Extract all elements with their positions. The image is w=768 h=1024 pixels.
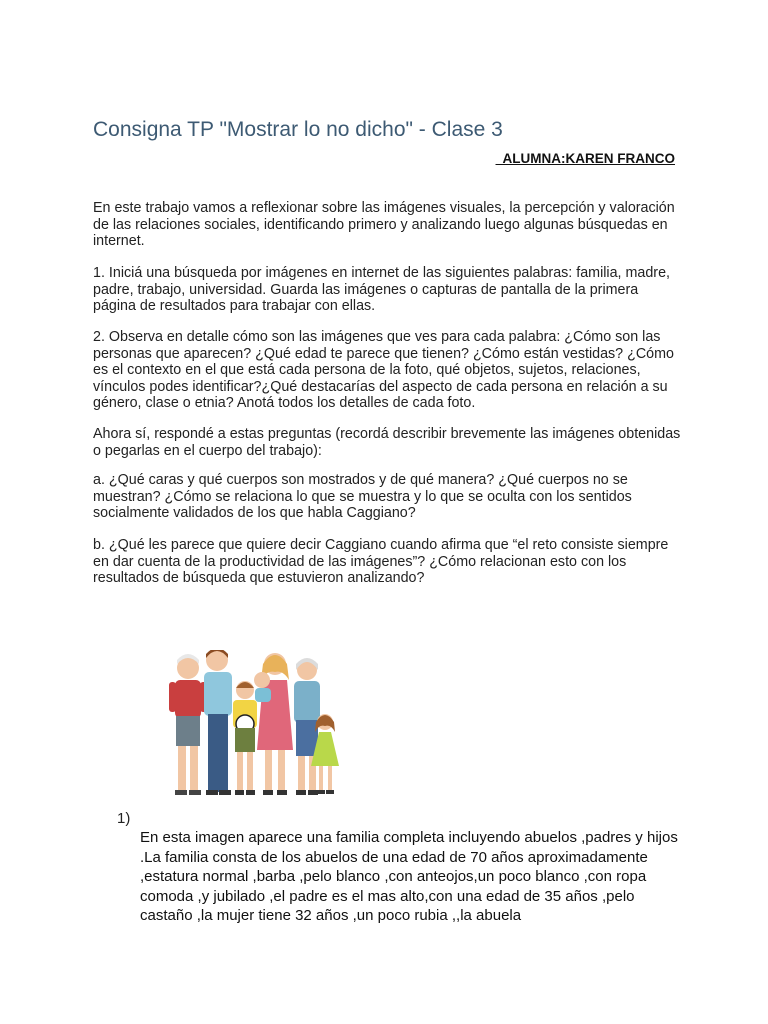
mother-figure <box>254 653 293 795</box>
intro-paragraph: En este trabajo vamos a reflexionar sobre las imágenes visuales, la percepción y valoración de las relaciones sociales, identificando primero y analizando luego algunas búsquedas en internet. <box>93 200 675 250</box>
family-illustration <box>155 650 350 800</box>
student-name: ALUMNA:KAREN FRANCO <box>495 151 675 166</box>
father-figure <box>204 650 232 795</box>
questions-intro: Ahora sí, respondé a estas preguntas (recordá describir brevemente las imágenes obtenidas o pegarlas en el cuerpo del trabajo): <box>93 426 681 459</box>
grandfather-figure <box>169 654 207 795</box>
answer-text: En esta imagen aparece una familia completa incluyendo abuelos ,padres y hijos .La familia consta de los abuelos de una edad de 70 años aproximadamente ,estatura normal ,barba ,pelo blanco ,con anteojos,un poco blanco ,con ropa comoda ,y jubilado ,el padre es el mas alto,con una edad de 35 años ,pelo castaño ,la mujer tiene 32 años ,un poco rubia ,,la abuela <box>140 829 678 925</box>
instruction-2: 2. Observa en detalle cómo son las imágenes que ves para cada palabra: ¿Cómo son las personas que aparecen? ¿Qué edad te parece que tienen? ¿Cómo están vestidas? ¿Cómo es el contexto en el que está cada persona de la foto, qué objetos, sujetos, relaciones, vínculos podes identificar?¿Qué destacarías del aspecto de cada persona en relación a su género, clase o etnia? Anotá todos los detalles de cada foto. <box>93 329 674 412</box>
question-b: b. ¿Qué les parece que quiere decir Caggiano cuando afirma que “el reto consiste siempre en dar cuenta de la productividad de las imágenes”? ¿Cómo relacionan esto con los resultados de búsqueda que estuvieron analizando? <box>93 537 669 587</box>
boy-figure <box>233 681 257 795</box>
document-title: Consigna TP "Mostrar lo no dicho" - Clase 3 <box>93 118 503 141</box>
answer-number: 1) <box>117 810 131 827</box>
instruction-1: 1. Iniciá una búsqueda por imágenes en internet de las siguientes palabras: familia, madre, padre, trabajo, universidad. Guarda las imágenes o capturas de pantalla de la primera página de resultados para trabajar con ellas. <box>93 265 670 315</box>
question-a: a. ¿Qué caras y qué cuerpos son mostrados y de qué manera? ¿Qué cuerpos no se muestran? ¿Cómo se relaciona lo que se muestra y lo que se oculta con los sentidos socialmente validados de los que habla Caggiano? <box>93 472 632 522</box>
